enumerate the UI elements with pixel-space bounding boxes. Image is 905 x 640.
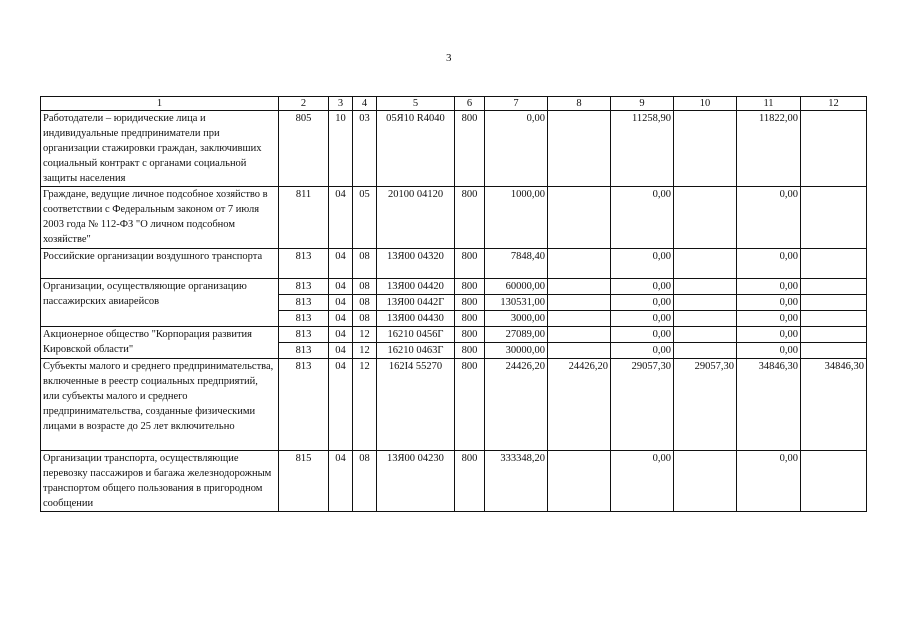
table-cell xyxy=(801,249,867,279)
table-cell xyxy=(801,187,867,249)
table-cell: 04 xyxy=(329,451,353,512)
column-header: 1 xyxy=(41,97,279,111)
table-cell: 800 xyxy=(455,343,485,359)
table-cell: 0,00 xyxy=(611,327,674,343)
table-cell: 04 xyxy=(329,295,353,311)
table-cell: 0,00 xyxy=(737,249,801,279)
table-cell xyxy=(674,111,737,187)
column-header: 12 xyxy=(801,97,867,111)
table-cell: 0,00 xyxy=(737,343,801,359)
column-header: 7 xyxy=(485,97,548,111)
table-cell xyxy=(548,187,611,249)
table-cell: 08 xyxy=(353,295,377,311)
recipient-name-cell: Работодатели – юридические лица и индивидуальные предприниматели при организации стажировки граждан, заключивших социальный контракт с органами социальной защиты населения xyxy=(41,111,279,187)
column-header: 4 xyxy=(353,97,377,111)
table-cell xyxy=(674,295,737,311)
table-cell: 13Я00 04320 xyxy=(377,249,455,279)
table-cell: 12 xyxy=(353,327,377,343)
table-cell xyxy=(801,279,867,295)
table-cell: 800 xyxy=(455,279,485,295)
table-cell: 16210 0456Г xyxy=(377,327,455,343)
table-cell xyxy=(674,451,737,512)
header-row xyxy=(41,97,867,111)
table-cell xyxy=(548,249,611,279)
table-cell xyxy=(548,295,611,311)
table-cell: 08 xyxy=(353,249,377,279)
recipient-name-cell: Граждане, ведущие личное подсобное хозяйство в соответствии с Федеральным законом от 7 июля 2003 года № 112-ФЗ "О личном подсобном хозяйстве" xyxy=(41,187,279,249)
table-cell: 13Я00 0442Г xyxy=(377,295,455,311)
table-cell: 04 xyxy=(329,359,353,451)
table-row xyxy=(41,327,867,343)
table-cell: 12 xyxy=(353,359,377,451)
table-cell: 813 xyxy=(279,359,329,451)
table-cell xyxy=(801,311,867,327)
table-cell: 0,00 xyxy=(611,343,674,359)
table-cell: 813 xyxy=(279,279,329,295)
table-row xyxy=(41,451,867,512)
table-cell: 27089,00 xyxy=(485,327,548,343)
table-cell: 0,00 xyxy=(611,311,674,327)
table-cell: 0,00 xyxy=(737,311,801,327)
column-header: 2 xyxy=(279,97,329,111)
table-cell: 30000,00 xyxy=(485,343,548,359)
column-header: 3 xyxy=(329,97,353,111)
table-cell xyxy=(674,343,737,359)
table-cell: 24426,20 xyxy=(485,359,548,451)
table-cell: 800 xyxy=(455,359,485,451)
table-cell xyxy=(801,343,867,359)
recipient-name-cell: Субъекты малого и среднего предпринимательства, включенные в реестр социальных предприятий, или субъекты малого и среднего предпринимательства, созданные физическими лицами в возрасте до 25 лет включительно xyxy=(41,359,279,451)
table-cell xyxy=(801,111,867,187)
table-cell: 0,00 xyxy=(611,451,674,512)
table-cell: 800 xyxy=(455,451,485,512)
table-cell: 04 xyxy=(329,311,353,327)
table-cell: 20100 04120 xyxy=(377,187,455,249)
table-cell: 811 xyxy=(279,187,329,249)
table-cell: 7848,40 xyxy=(485,249,548,279)
table-cell xyxy=(548,311,611,327)
table-cell xyxy=(674,311,737,327)
table-cell: 04 xyxy=(329,249,353,279)
table-cell: 10 xyxy=(329,111,353,187)
table-cell: 333348,20 xyxy=(485,451,548,512)
table-cell: 0,00 xyxy=(611,187,674,249)
table-cell: 04 xyxy=(329,187,353,249)
table-row xyxy=(41,249,867,279)
recipient-name-cell: Акционерное общество "Корпорация развития Кировской области" xyxy=(41,327,279,359)
table-cell xyxy=(548,343,611,359)
table-cell: 800 xyxy=(455,311,485,327)
table-cell xyxy=(674,187,737,249)
table-cell xyxy=(801,295,867,311)
table-cell: 08 xyxy=(353,311,377,327)
table-cell: 813 xyxy=(279,343,329,359)
table-cell xyxy=(548,451,611,512)
table-body xyxy=(41,111,867,512)
recipient-name-cell: Организации транспорта, осуществляющие перевозку пассажиров и багажа железнодорожным транспортом общего пользования в пригородном сообщении xyxy=(41,451,279,512)
table-cell: 0,00 xyxy=(737,279,801,295)
table-cell: 0,00 xyxy=(485,111,548,187)
table-cell: 05Я10 R4040 xyxy=(377,111,455,187)
table-cell: 13Я00 04420 xyxy=(377,279,455,295)
table-cell xyxy=(801,451,867,512)
table-cell: 16210 0463Г xyxy=(377,343,455,359)
table-cell: 08 xyxy=(353,451,377,512)
column-header: 11 xyxy=(737,97,801,111)
table-cell: 12 xyxy=(353,343,377,359)
table-cell: 162I4 55270 xyxy=(377,359,455,451)
table-cell: 24426,20 xyxy=(548,359,611,451)
table-cell: 29057,30 xyxy=(611,359,674,451)
table-cell: 04 xyxy=(329,343,353,359)
table-cell: 0,00 xyxy=(737,295,801,311)
table-cell: 60000,00 xyxy=(485,279,548,295)
table-cell: 13Я00 04230 xyxy=(377,451,455,512)
table-cell: 800 xyxy=(455,187,485,249)
table-cell: 04 xyxy=(329,327,353,343)
table-cell: 0,00 xyxy=(611,295,674,311)
table-cell: 08 xyxy=(353,279,377,295)
column-header: 8 xyxy=(548,97,611,111)
table-cell: 03 xyxy=(353,111,377,187)
table-cell: 813 xyxy=(279,295,329,311)
table-cell: 13Я00 04430 xyxy=(377,311,455,327)
table-cell: 29057,30 xyxy=(674,359,737,451)
column-header: 10 xyxy=(674,97,737,111)
column-header: 5 xyxy=(377,97,455,111)
column-header: 6 xyxy=(455,97,485,111)
table-cell: 34846,30 xyxy=(801,359,867,451)
table-cell: 05 xyxy=(353,187,377,249)
table-cell xyxy=(548,279,611,295)
recipient-name-cell: Организации, осуществляющие организацию пассажирских авиарейсов xyxy=(41,279,279,327)
table-cell: 34846,30 xyxy=(737,359,801,451)
table-cell: 813 xyxy=(279,327,329,343)
table-cell xyxy=(674,279,737,295)
recipient-name-cell: Российские организации воздушного транспорта xyxy=(41,249,279,279)
table-row xyxy=(41,187,867,249)
page-number: 3 xyxy=(446,52,452,64)
table-cell: 130531,00 xyxy=(485,295,548,311)
table-cell: 800 xyxy=(455,111,485,187)
table-cell: 813 xyxy=(279,311,329,327)
column-header: 9 xyxy=(611,97,674,111)
table-cell xyxy=(548,327,611,343)
table-cell xyxy=(548,111,611,187)
table-cell: 11822,00 xyxy=(737,111,801,187)
table-cell: 0,00 xyxy=(737,187,801,249)
table-row xyxy=(41,111,867,187)
table-cell: 815 xyxy=(279,451,329,512)
table-cell: 800 xyxy=(455,327,485,343)
table-cell: 3000,00 xyxy=(485,311,548,327)
table-row xyxy=(41,359,867,451)
table-cell: 04 xyxy=(329,279,353,295)
table-cell: 800 xyxy=(455,295,485,311)
table-cell: 11258,90 xyxy=(611,111,674,187)
table-cell: 800 xyxy=(455,249,485,279)
table-cell xyxy=(674,249,737,279)
budget-table xyxy=(40,96,867,512)
table-cell xyxy=(674,327,737,343)
table-cell: 805 xyxy=(279,111,329,187)
table-row xyxy=(41,279,867,295)
table-cell: 0,00 xyxy=(611,279,674,295)
table-cell: 813 xyxy=(279,249,329,279)
table-cell: 0,00 xyxy=(737,327,801,343)
table-cell: 1000,00 xyxy=(485,187,548,249)
table-cell: 0,00 xyxy=(611,249,674,279)
table-cell xyxy=(801,327,867,343)
table-cell: 0,00 xyxy=(737,451,801,512)
